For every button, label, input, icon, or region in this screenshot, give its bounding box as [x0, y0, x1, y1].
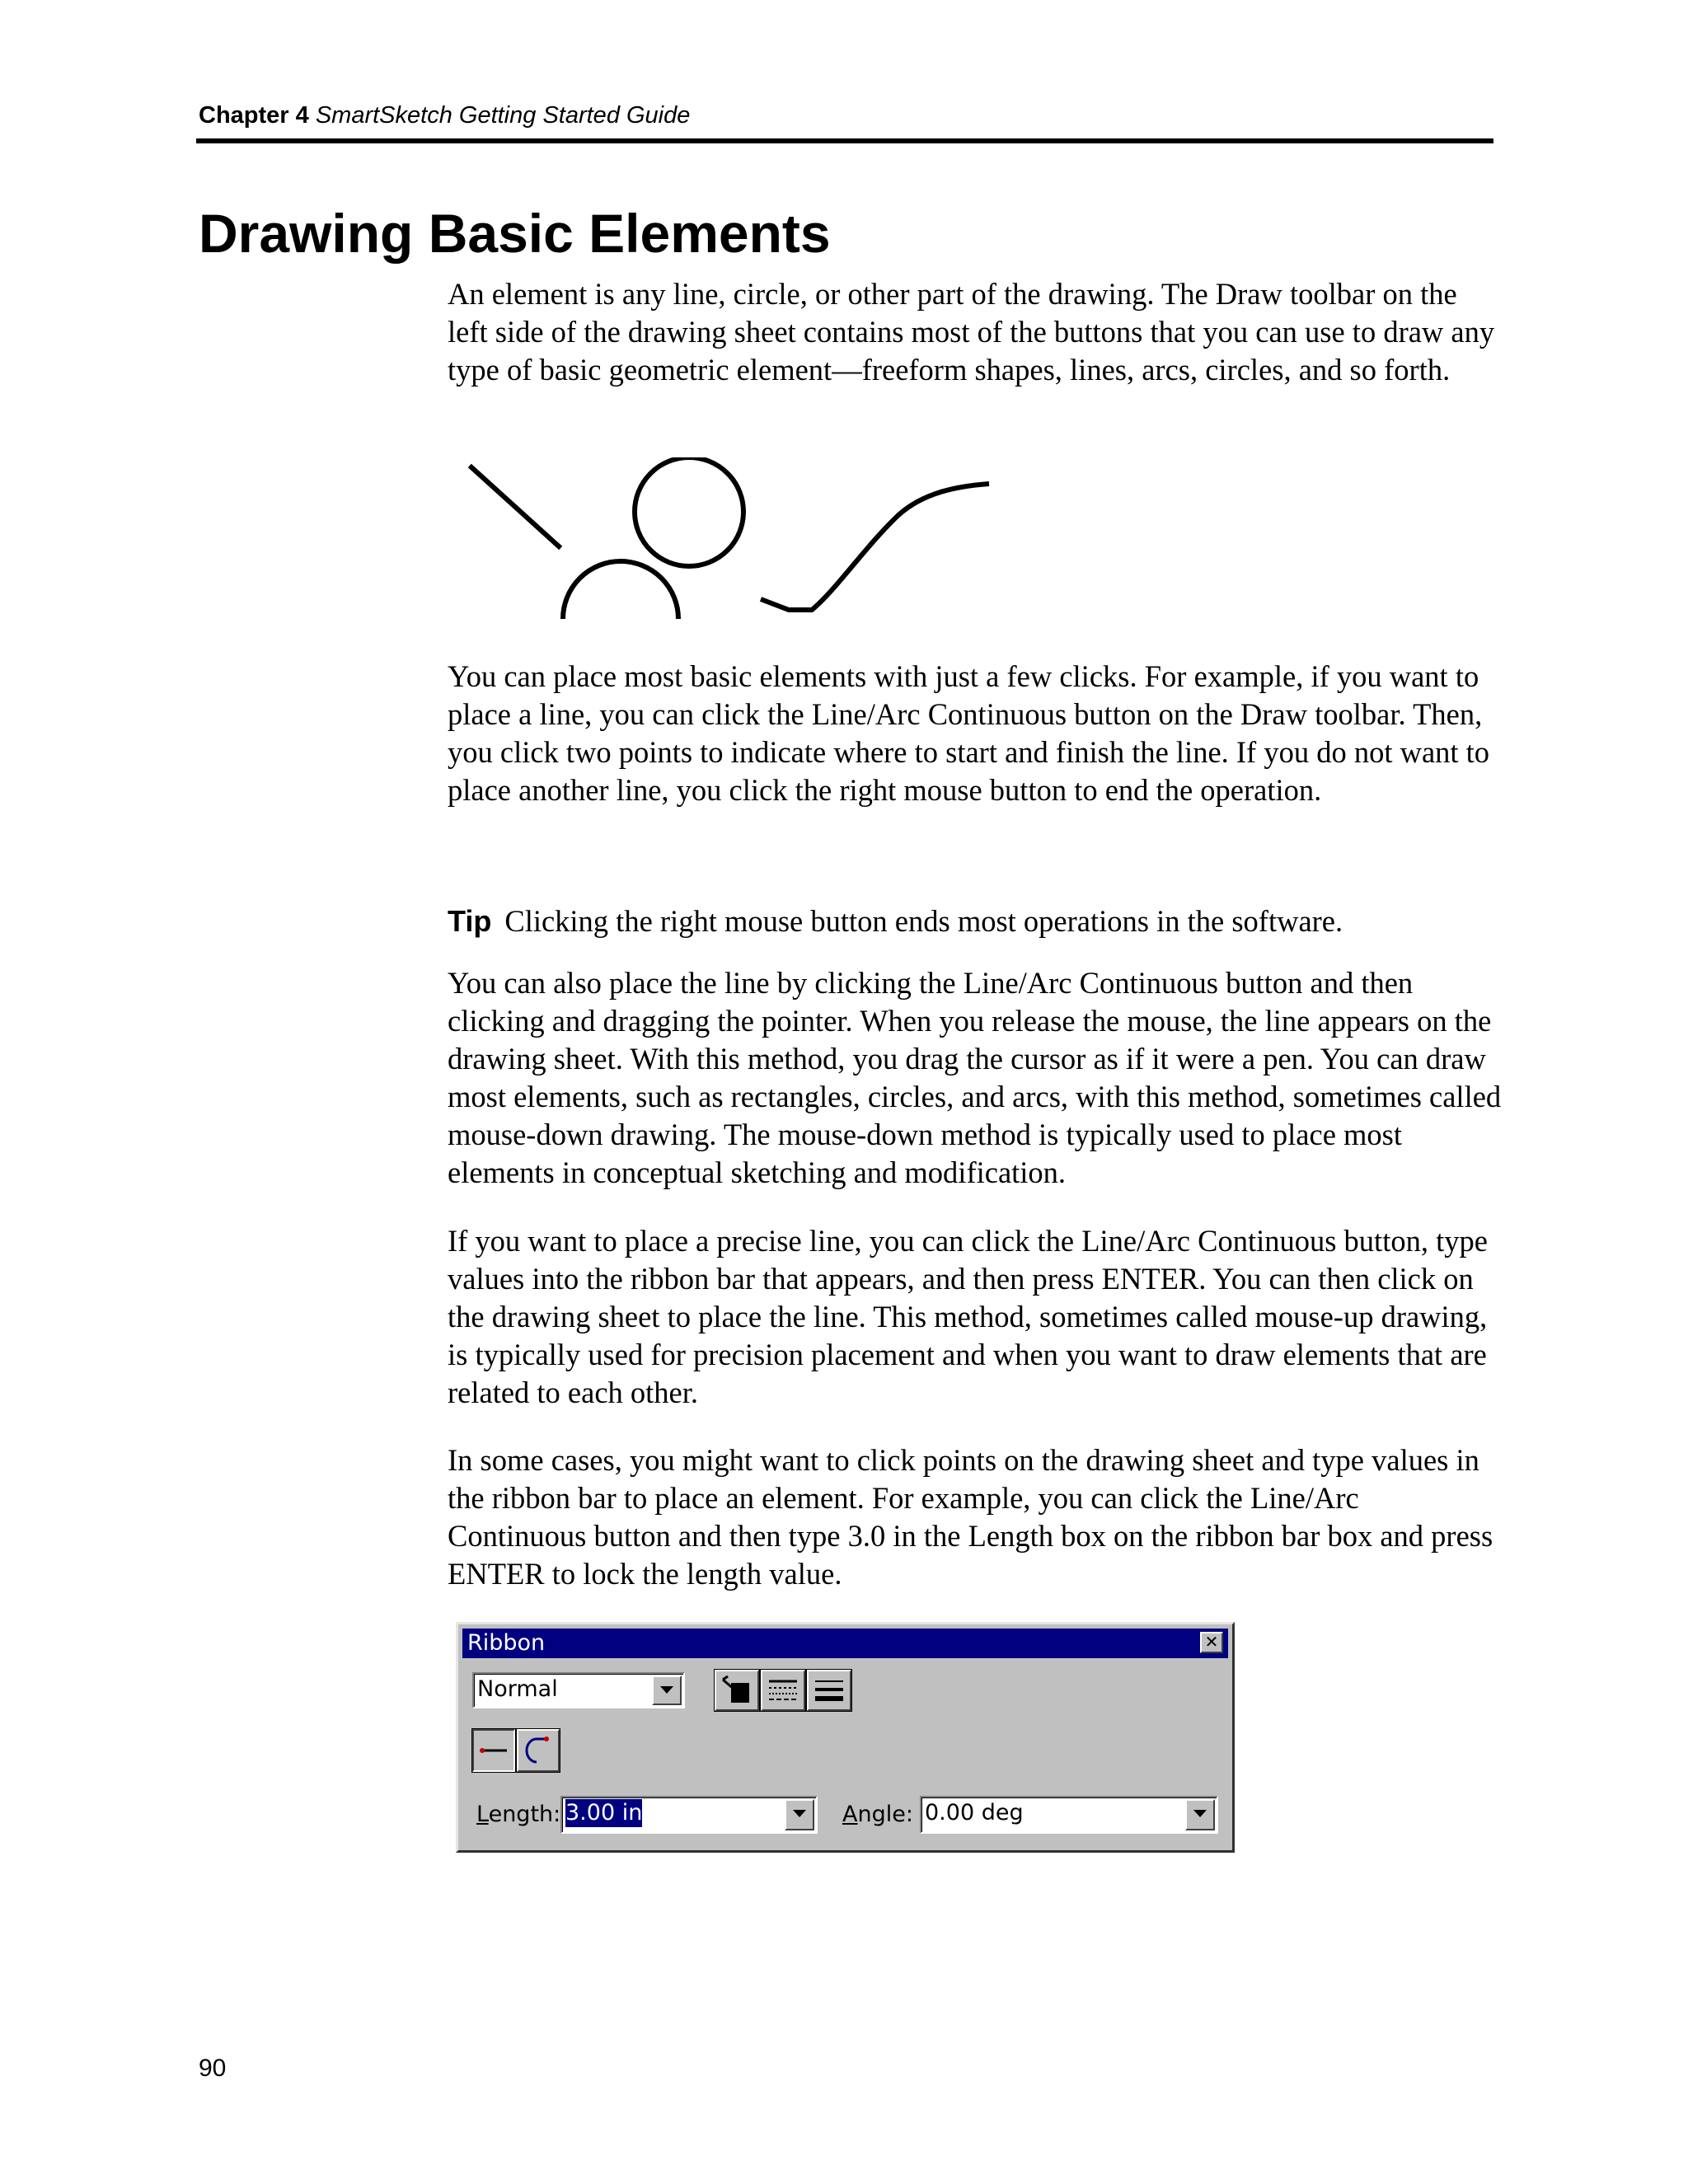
page-title: Drawing Basic Elements [199, 203, 831, 264]
angle-label [842, 1801, 913, 1829]
line-color-button[interactable] [715, 1670, 759, 1711]
angle-label-accesskey: A [842, 1802, 858, 1827]
paragraph-mouse-down: You can also place the line by clicking the Line/Arc Continuous button and then clicking and dragging the pointer. When you release the mouse, the line appears on the drawing sheet. With this method, you drag the cursor as if it were a pen. You can draw most elements, such as rectangles, circles, and arcs, with this method, sometimes called mouse-down drawing. The mouse-down method is typically used to place most elements in conceptual sketching and modification. [448, 966, 1502, 1189]
ribbon-title: Ribbon [467, 1630, 546, 1656]
length-dropdown-button[interactable] [785, 1799, 814, 1830]
line-width-button[interactable] [807, 1670, 851, 1711]
length-label [476, 1801, 560, 1829]
style-select[interactable] [472, 1672, 685, 1708]
ribbon-titlebar[interactable] [462, 1629, 1228, 1658]
length-label-text: ength: [488, 1802, 561, 1827]
line-type-button[interactable] [761, 1670, 805, 1711]
arc-mode-icon [518, 1731, 558, 1770]
tip-note [448, 902, 1503, 940]
style-dropdown-button[interactable] [652, 1675, 682, 1705]
arc-mode-button[interactable] [517, 1729, 560, 1772]
page-number: 90 [199, 2055, 227, 2082]
basic-elements-illustration [462, 457, 1006, 622]
line-type-icon [762, 1671, 804, 1709]
tip-label: Tip [448, 904, 492, 938]
sketch-curve [761, 484, 989, 610]
ribbon-dialog [456, 1622, 1235, 1853]
line-color-icon [716, 1671, 757, 1709]
tip-text: Clicking the right mouse button ends most operations in the software. [504, 904, 1343, 938]
chapter-label: Chapter 4 [199, 102, 309, 129]
angle-field[interactable] [920, 1796, 1218, 1834]
sketch-line [471, 467, 559, 546]
line-width-icon [809, 1671, 850, 1709]
line-mode-icon [474, 1731, 513, 1770]
paragraph-placing: You can place most basic elements with just a few clicks. For example, if you want to place a line, you can click the Line/Arc Continuous button on the Draw toolbar. Then, you click two points to indicate where to start and finish the line. If you do not want to place another line, you click the right mouse button to end the operation. [448, 659, 1490, 807]
page-header [199, 99, 690, 132]
paragraph-ribbon-values: In some cases, you might want to click points on the drawing sheet and type values in the ribbon bar to place an element. For example, you can click the Line/Arc Continuous button and then type 3.0 in the Length box on the ribbon bar box and press ENTER to lock the length value. [448, 1443, 1493, 1591]
guide-title: SmartSketch Getting Started Guide [315, 102, 691, 129]
header-rule [196, 138, 1493, 143]
close-button[interactable] [1200, 1632, 1223, 1653]
angle-value[interactable]: 0.00 deg [925, 1800, 1024, 1825]
angle-dropdown-button[interactable] [1185, 1799, 1215, 1830]
close-icon: ✕ [1204, 1632, 1219, 1652]
paragraph-mouse-up: If you want to place a precise line, you can click the Line/Arc Continuous button, type values into the ribbon bar that appears, and then press ENTER. You can then click on the drawing sheet to place the line. This method, sometimes called mouse-up drawing, is typically used for precision placement and when you want to draw elements that are related to each other. [448, 1224, 1488, 1409]
length-field[interactable] [560, 1796, 818, 1834]
sketch-circle [635, 457, 743, 566]
length-value[interactable]: 3.00 in [565, 1800, 643, 1825]
style-select-value: Normal [477, 1676, 558, 1702]
paragraph-intro: An element is any line, circle, or other part of the drawing. The Draw toolbar on the left side of the drawing sheet contains most of the buttons that you can use to draw any type of basic geometric element—freeform shapes, lines, arcs, circles, and so forth. [448, 277, 1495, 387]
length-label-accesskey: L [476, 1802, 489, 1827]
sketch-arc [563, 561, 678, 619]
line-mode-button[interactable] [472, 1729, 515, 1772]
angle-label-text: ngle: [857, 1802, 913, 1827]
